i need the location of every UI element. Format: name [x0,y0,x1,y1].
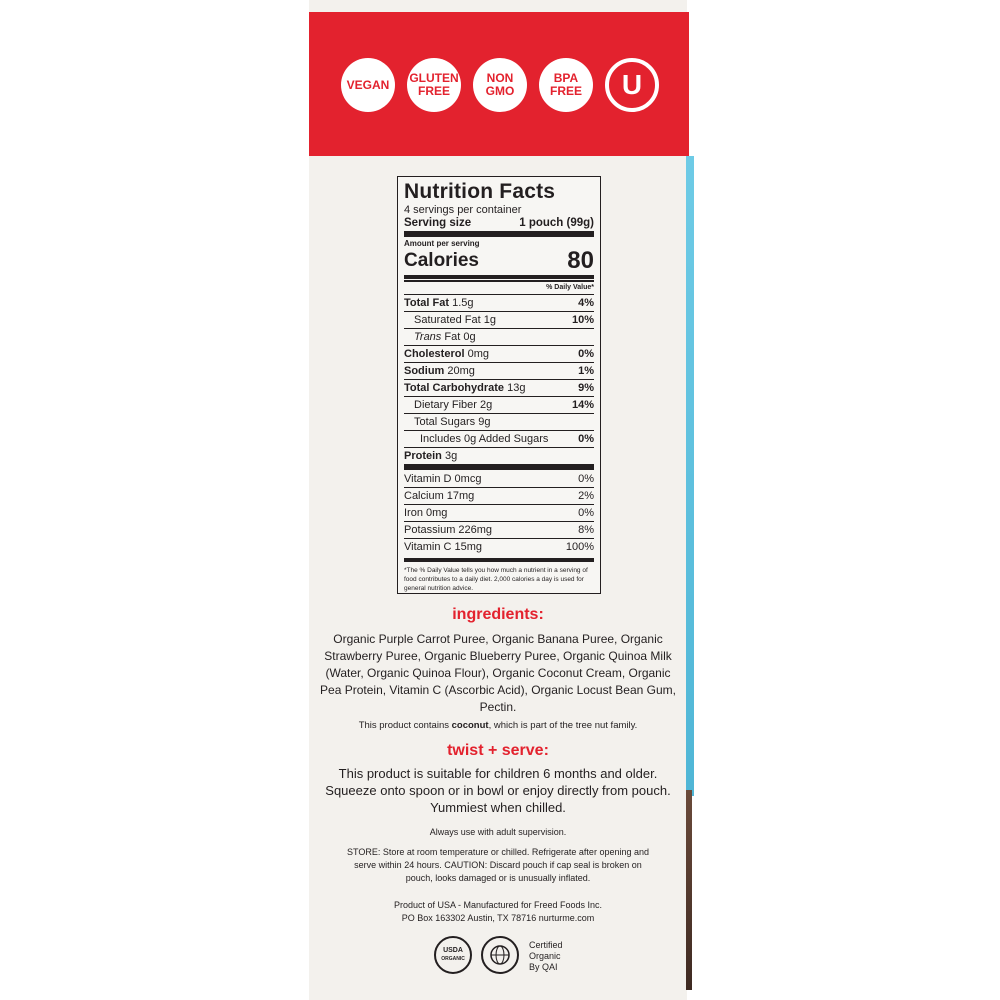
daily-value-header: % Daily Value* [404,280,594,294]
vitamin-row: Potassium 226mg 8% [404,521,594,538]
non-gmo-badge: NON GMO [473,58,527,112]
nutrient-row: Includes 0g Added Sugars 0% [404,430,594,447]
bpa-free-badge: BPA FREE [539,58,593,112]
globe-icon [489,944,511,966]
nutrient-row: Saturated Fat 1g 10% [404,311,594,328]
gluten-free-badge: GLUTEN FREE [407,58,461,112]
supervision-note: Always use with adult supervision. [429,827,567,837]
servings-per-container: 4 servings per container [404,204,522,216]
serve-heading: twist + serve: [447,742,549,759]
box-dark-edge [686,790,692,990]
nutrient-row: Protein 3g [404,447,594,464]
box-blue-edge [686,156,694,796]
vitamin-row: Calcium 17mg 2% [404,487,594,504]
calories-label: Calories [404,250,479,271]
amount-per-serving: Amount per serving [404,239,480,248]
divider [404,275,594,279]
kosher-symbol: U [605,58,659,112]
origin-line: Product of USA - Manufactured for Freed Foods Inc. [393,900,603,910]
vitamin-row: Vitamin D 0mcg 0% [404,473,594,485]
calories-row [404,249,594,273]
serve-text: This product is suitable for children 6 months and older. Squeeze onto spoon or in bowl or enjoy directly from pouch. Yummiest when chilled. [325,766,671,815]
nutrient-row: Total Fat 1.5g 4% [404,294,594,311]
serving-size-row [404,217,594,230]
ingredients-heading: ingredients: [452,606,544,623]
vitamin-row: Iron 0mg 0% [404,504,594,521]
nutrient-row: Dietary Fiber 2g 14% [404,396,594,413]
certified-organic-text: Certified Organic By QAI [529,940,563,972]
nutrient-row: Trans Fat 0g [404,328,594,345]
storage-caution: STORE: Store at room temperature or chilled. Refrigerate after opening and serve within 24 hours. CAUTION: Discard pouch if cap seal is broken on pouch, looks damaged or is unusually inflated. [347,847,649,883]
divider [404,464,594,470]
vitamin-row: Vitamin C 15mg 100% [404,538,594,555]
address-line: PO Box 163302 Austin, TX 78716 nurturme.com [401,913,595,923]
serving-size-value: 1 pouch (99g) [519,217,594,229]
divider [404,231,594,237]
daily-value-footnote: *The % Daily Value tells you how much a nutrient in a serving of food contributes to a daily diet. 2,000 calories a day is used for general nutrition advice. [404,558,594,593]
nutrient-row: Cholesterol 0mg 0% [404,345,594,362]
vegan-badge: VEGAN [341,58,395,112]
nutrition-facts-panel [397,176,601,594]
allergen-note: This product contains coconut, which is part of the tree nut family. [358,720,638,731]
calories-value: 80 [567,247,594,274]
nutrient-row: Total Carbohydrate 13g 9% [404,379,594,396]
nutrient-row: Total Sugars 9g [404,413,594,430]
nutrition-title: Nutrition Facts [404,180,556,203]
usda-organic-seal: USDA ORGANIC [434,936,472,974]
ingredients-text: Organic Purple Carrot Puree, Organic Banana Puree, Organic Strawberry Puree, Organic Blueberry Puree, Organic Quinoa Milk (Water, Organic Quinoa Flour), Organic Coconut Cream, Organic Pea Protein, Vitamin C (Ascorbic Acid), Organic Locust Bean Gum, Pectin. [320,632,676,714]
serving-size-label: Serving size [404,217,472,229]
qai-seal [481,936,519,974]
nutrient-row: Sodium 20mg 1% [404,362,594,379]
